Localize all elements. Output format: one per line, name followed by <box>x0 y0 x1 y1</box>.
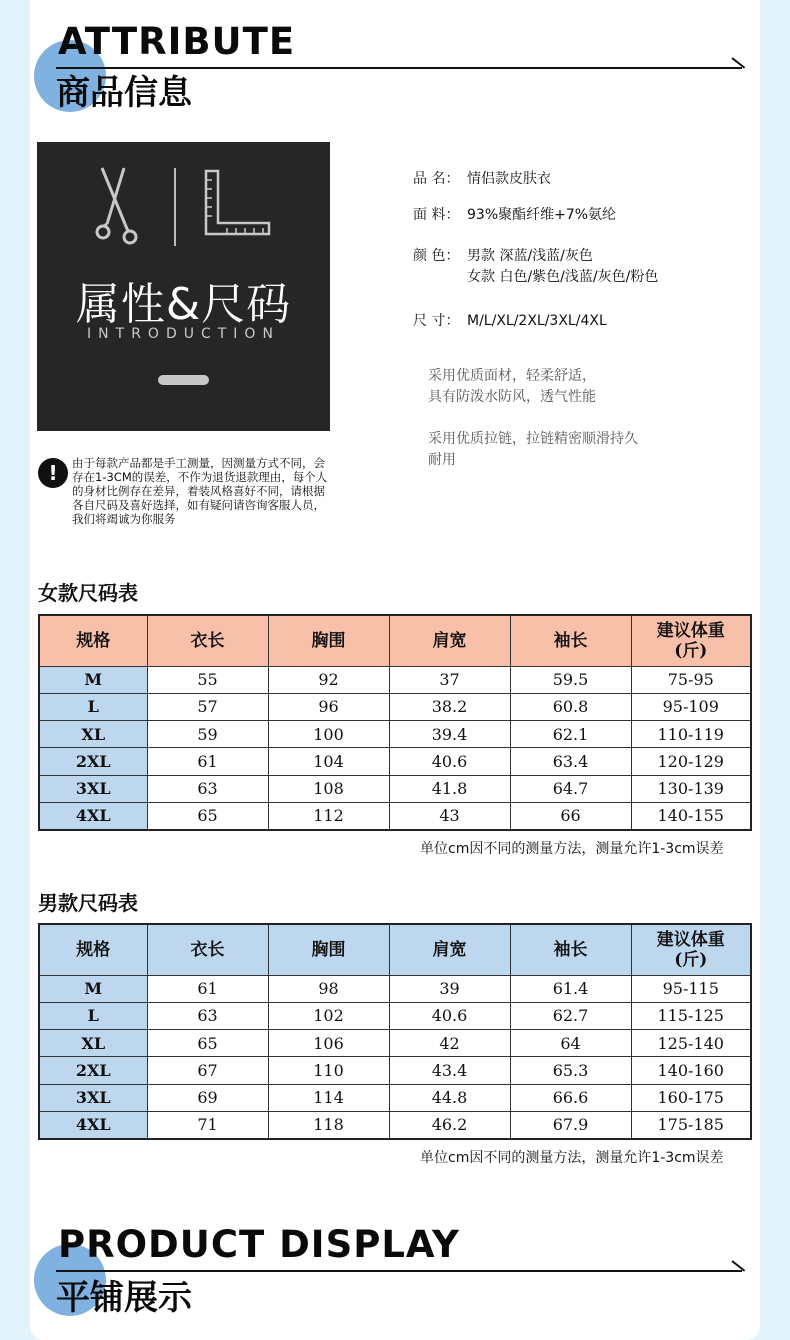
cell-size: XL <box>39 1030 147 1057</box>
table-cell: 110 <box>268 1057 389 1084</box>
section-title-cn: 平铺展示 <box>56 1278 192 1318</box>
header-size: 规格 <box>39 924 147 975</box>
cell-size: 4XL <box>39 802 147 829</box>
table-cell: 115-125 <box>631 1002 751 1029</box>
header-size: 规格 <box>39 615 147 666</box>
table-cell: 140-155 <box>631 802 751 829</box>
info-color-key: 颜 色： <box>413 248 460 264</box>
header-shoulder: 肩宽 <box>389 924 510 975</box>
feature-note-2 <box>428 429 638 471</box>
table-cell: 130-139 <box>631 775 751 802</box>
table-cell: 114 <box>268 1084 389 1111</box>
cell-size: 3XL <box>39 1084 147 1111</box>
feature-note-1-line1: 采用优质面材，轻柔舒适， <box>428 368 596 384</box>
table-row <box>39 975 751 1002</box>
info-size-row <box>413 311 607 332</box>
cell-size: XL <box>39 721 147 748</box>
table-cell: 64 <box>510 1030 631 1057</box>
table-row <box>39 748 751 775</box>
table-header-row <box>39 924 751 975</box>
header-weight-line2: (斤) <box>674 640 708 661</box>
header-weight <box>631 924 751 975</box>
table-cell: 71 <box>147 1111 268 1138</box>
header-weight-line2: (斤) <box>674 949 708 970</box>
info-name-value: 情侣款皮肤衣 <box>467 171 551 187</box>
cell-size: L <box>39 1002 147 1029</box>
table-row <box>39 1002 751 1029</box>
cell-size: 2XL <box>39 1057 147 1084</box>
table-row <box>39 775 751 802</box>
panel-pill-decoration <box>158 375 209 385</box>
table-cell: 96 <box>268 693 389 720</box>
table-cell: 65.3 <box>510 1057 631 1084</box>
table-cell: 104 <box>268 748 389 775</box>
table-cell: 100 <box>268 721 389 748</box>
table-cell: 55 <box>147 666 268 693</box>
table-cell: 125-140 <box>631 1030 751 1057</box>
info-fabric-row <box>413 205 616 226</box>
table-row <box>39 1084 751 1111</box>
men-table-note: 单位cm因不同的测量方法，测量允许1-3cm误差 <box>420 1150 724 1166</box>
table-cell: 102 <box>268 1002 389 1029</box>
info-fabric-key: 面 料： <box>413 207 460 223</box>
section-underline <box>56 1270 742 1272</box>
table-cell: 118 <box>268 1111 389 1138</box>
table-cell: 65 <box>147 802 268 829</box>
table-cell: 140-160 <box>631 1057 751 1084</box>
cell-size: 3XL <box>39 775 147 802</box>
table-cell: 62.7 <box>510 1002 631 1029</box>
header-chest: 胸围 <box>268 924 389 975</box>
women-table-note: 单位cm因不同的测量方法，测量允许1-3cm误差 <box>420 841 724 857</box>
table-cell: 120-129 <box>631 748 751 775</box>
notice-text: 由于每款产品都是手工测量，因测量方式不同，会存在1-3CM的误差，不作为退货退款理由，每个人的身材比例存在差异，着装风格喜好不同，请根据各自尺码及喜好选择，如有疑问请咨询客服人员，我们将竭诚为你服务 <box>72 456 328 526</box>
table-cell: 43 <box>389 802 510 829</box>
cell-size: M <box>39 975 147 1002</box>
table-cell: 175-185 <box>631 1111 751 1138</box>
table-cell: 40.6 <box>389 748 510 775</box>
table-cell: 106 <box>268 1030 389 1057</box>
info-size-key: 尺 寸： <box>413 313 460 329</box>
header-length: 衣长 <box>147 924 268 975</box>
women-table-title: 女款尺码表 <box>38 581 138 605</box>
header-length: 衣长 <box>147 615 268 666</box>
header-sleeve: 袖长 <box>510 615 631 666</box>
table-cell: 63.4 <box>510 748 631 775</box>
intro-panel <box>37 142 330 431</box>
table-cell: 67.9 <box>510 1111 631 1138</box>
table-cell: 160-175 <box>631 1084 751 1111</box>
ruler-icon <box>203 168 273 238</box>
cell-size: M <box>39 666 147 693</box>
women-table-body <box>39 666 751 830</box>
table-cell: 110-119 <box>631 721 751 748</box>
table-cell: 42 <box>389 1030 510 1057</box>
feature-note-1 <box>428 366 596 408</box>
table-cell: 65 <box>147 1030 268 1057</box>
section-title-cn: 商品信息 <box>56 73 192 113</box>
table-cell: 61 <box>147 748 268 775</box>
table-cell: 75-95 <box>631 666 751 693</box>
table-row <box>39 1111 751 1138</box>
section-underline <box>56 67 742 69</box>
section-title-en: PRODUCT DISPLAY <box>58 1223 460 1266</box>
info-name-key: 品 名： <box>413 171 460 187</box>
table-cell: 59.5 <box>510 666 631 693</box>
table-cell: 44.8 <box>389 1084 510 1111</box>
info-name-row <box>413 169 551 190</box>
table-row <box>39 1057 751 1084</box>
table-cell: 95-109 <box>631 693 751 720</box>
table-cell: 98 <box>268 975 389 1002</box>
table-cell: 66.6 <box>510 1084 631 1111</box>
cell-size: L <box>39 693 147 720</box>
cell-size: 4XL <box>39 1111 147 1138</box>
table-cell: 95-115 <box>631 975 751 1002</box>
table-row <box>39 802 751 829</box>
table-cell: 64.7 <box>510 775 631 802</box>
women-size-table <box>38 614 752 831</box>
header-weight-line1: 建议体重 <box>656 620 725 641</box>
info-color-women: 女款 白色/紫色/浅蓝/灰色/粉色 <box>467 269 659 285</box>
section-title-en: ATTRIBUTE <box>58 20 296 63</box>
men-size-table <box>38 923 752 1140</box>
header-sleeve: 袖长 <box>510 924 631 975</box>
header-weight-line1: 建议体重 <box>656 929 725 950</box>
table-cell: 43.4 <box>389 1057 510 1084</box>
feature-note-1-line2: 具有防泼水防风，透气性能 <box>428 389 596 405</box>
table-cell: 61 <box>147 975 268 1002</box>
table-cell: 57 <box>147 693 268 720</box>
table-cell: 38.2 <box>389 693 510 720</box>
table-cell: 63 <box>147 1002 268 1029</box>
table-row <box>39 721 751 748</box>
info-size-value: M/L/XL/2XL/3XL/4XL <box>467 313 607 329</box>
header-shoulder: 肩宽 <box>389 615 510 666</box>
table-cell: 67 <box>147 1057 268 1084</box>
info-color-row <box>413 246 658 288</box>
panel-divider <box>174 168 176 246</box>
table-cell: 69 <box>147 1084 268 1111</box>
table-row <box>39 666 751 693</box>
table-cell: 62.1 <box>510 721 631 748</box>
table-cell: 66 <box>510 802 631 829</box>
scissors-icon <box>94 166 144 250</box>
men-table-body <box>39 975 751 1139</box>
table-cell: 46.2 <box>389 1111 510 1138</box>
table-cell: 40.6 <box>389 1002 510 1029</box>
panel-subtitle: INTRODUCTION <box>87 326 280 342</box>
table-cell: 39 <box>389 975 510 1002</box>
table-cell: 59 <box>147 721 268 748</box>
table-cell: 41.8 <box>389 775 510 802</box>
info-fabric-value: 93%聚酯纤维+7%氨纶 <box>467 207 617 223</box>
feature-note-2-line2: 耐用 <box>428 452 456 468</box>
panel-title: 属性&尺码 <box>75 279 292 330</box>
table-header-row <box>39 615 751 666</box>
table-cell: 92 <box>268 666 389 693</box>
table-row <box>39 1030 751 1057</box>
table-cell: 112 <box>268 802 389 829</box>
feature-note-2-line1: 采用优质拉链，拉链精密顺滑持久 <box>428 431 638 447</box>
table-cell: 37 <box>389 666 510 693</box>
table-cell: 60.8 <box>510 693 631 720</box>
header-weight <box>631 615 751 666</box>
table-cell: 39.4 <box>389 721 510 748</box>
men-table-title: 男款尺码表 <box>38 891 138 915</box>
info-color-men: 男款 深蓝/浅蓝/灰色 <box>467 248 593 264</box>
table-cell: 63 <box>147 775 268 802</box>
warning-icon: ! <box>38 458 68 488</box>
header-chest: 胸围 <box>268 615 389 666</box>
cell-size: 2XL <box>39 748 147 775</box>
table-row <box>39 693 751 720</box>
table-cell: 61.4 <box>510 975 631 1002</box>
table-cell: 108 <box>268 775 389 802</box>
